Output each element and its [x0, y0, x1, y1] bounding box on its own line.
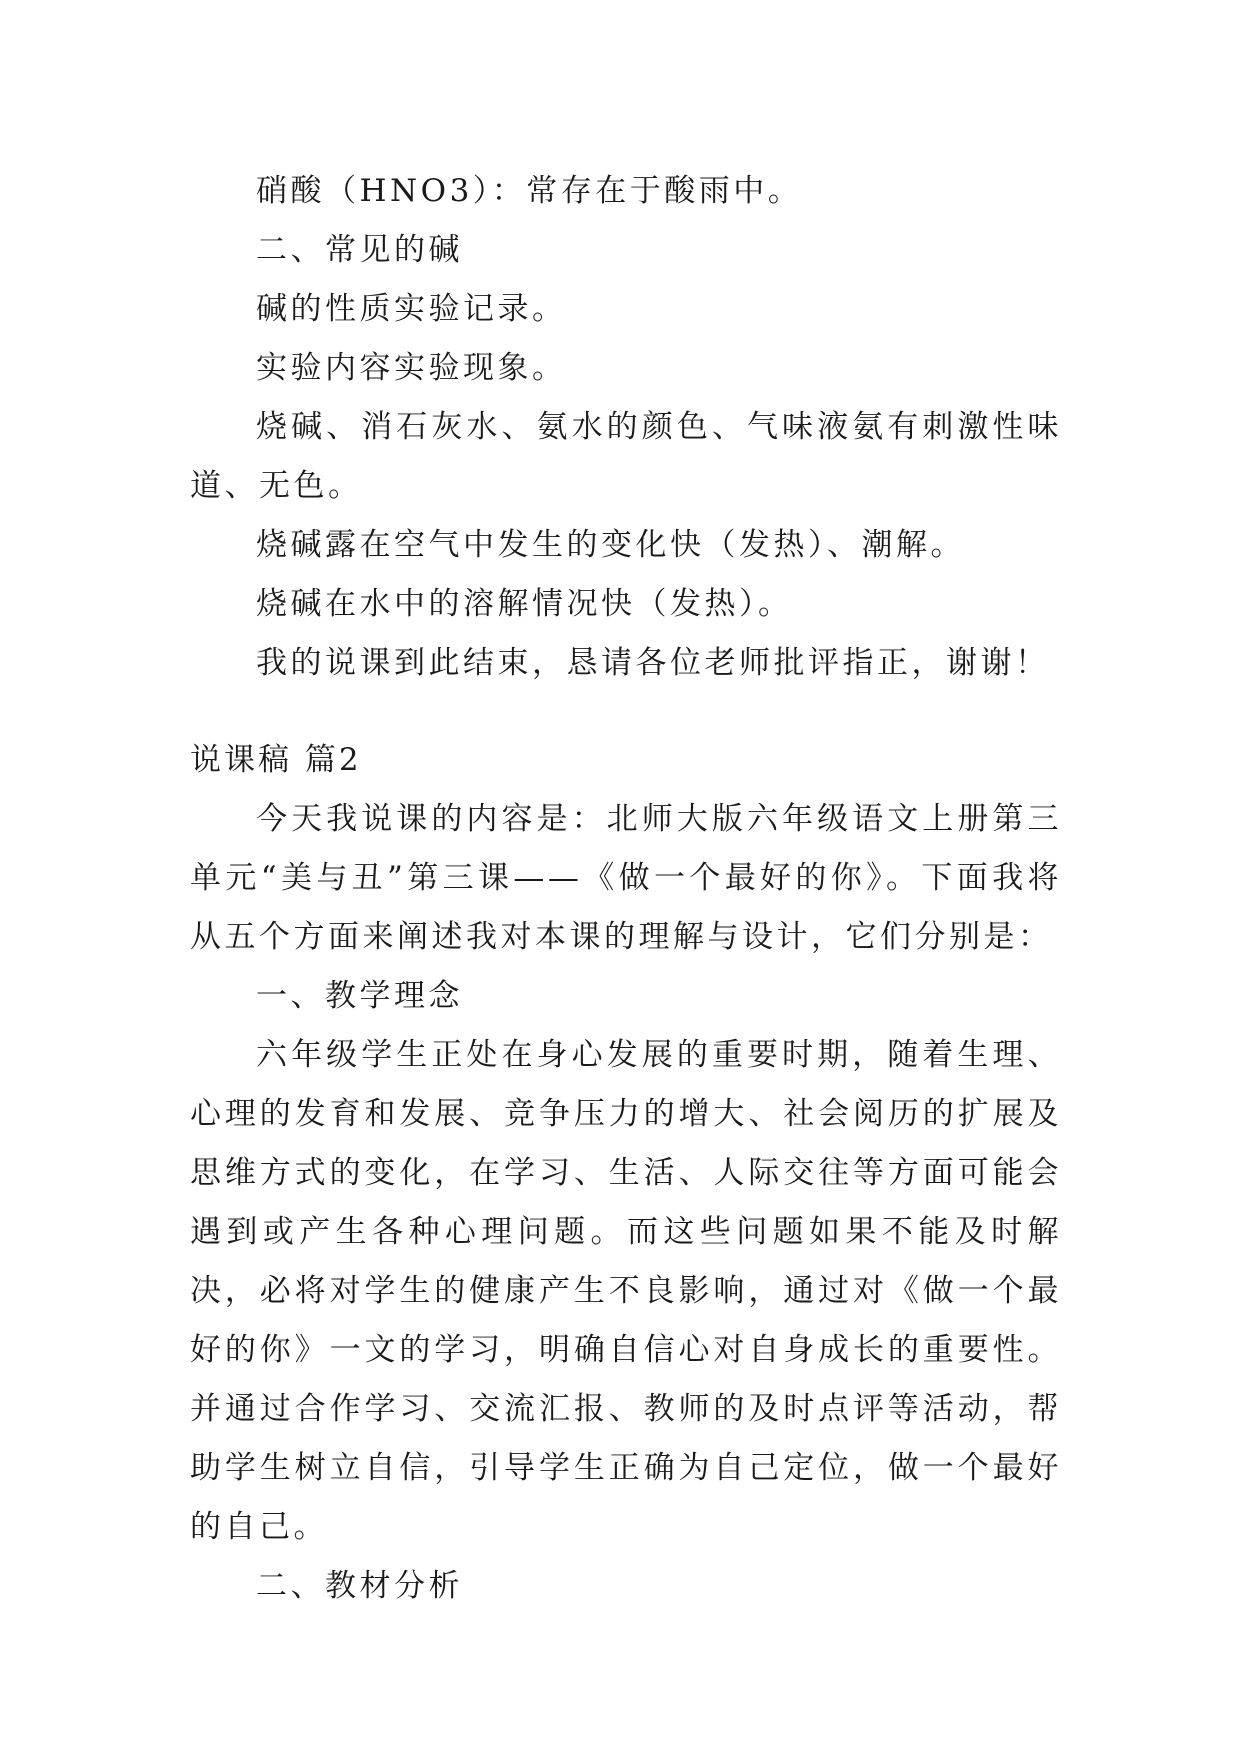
paragraph-experiment-content: 实验内容实验现象。	[256, 350, 567, 386]
section-heading: 说课稿 篇2	[190, 742, 362, 778]
paragraph-nitric-acid: 硝酸（HNO3）：常存在于酸雨中。	[256, 173, 803, 209]
paragraph-intro: 今天我说课的内容是：北师大版六年级语文上册第三单元“美与丑”第三课——《做一个最好的你》。下面我将从五个方面来阐述我对本课的理解与设计，它们分别是：	[190, 801, 1062, 955]
paragraph-caustic-soda-air: 烧碱露在空气中发生的变化快（发热）、潮解。	[256, 527, 965, 563]
heading-common-bases: 二、常见的碱	[256, 232, 463, 268]
paragraph-base-record: 碱的性质实验记录。	[256, 291, 567, 327]
heading-textbook-analysis: 二、教材分析	[256, 1568, 463, 1604]
paragraph-caustic-soda-color: 烧碱、消石灰水、氨水的颜色、气味液氨有刺激性味道、无色。	[190, 409, 1062, 504]
paragraph-closing: 我的说课到此结束，恳请各位老师批评指正，谢谢！	[256, 645, 1050, 681]
paragraph-teaching-concept: 六年级学生正处在身心发展的重要时期，随着生理、心理的发育和发展、竞争压力的增大、社会阅历的扩展及思维方式的变化，在学习、生活、人际交往等方面可能会遇到或产生各种心理问题。而这些问题如果不能及时解决，必将对学生的健康产生不良影响，通过对《做一个最好的你》一文的学习，明确自信心对自身成长的重要性。并通过合作学习、交流汇报、教师的及时点评等活动，帮助学生树立自信，引导学生正确为自己定位，做一个最好的自己。	[190, 1037, 1062, 1545]
paragraph-caustic-soda-water: 烧碱在水中的溶解情况快（发热）。	[256, 586, 793, 622]
document-page	[190, 162, 1062, 1616]
heading-teaching-concept: 一、教学理念	[256, 978, 463, 1014]
section-gap	[190, 693, 1062, 731]
